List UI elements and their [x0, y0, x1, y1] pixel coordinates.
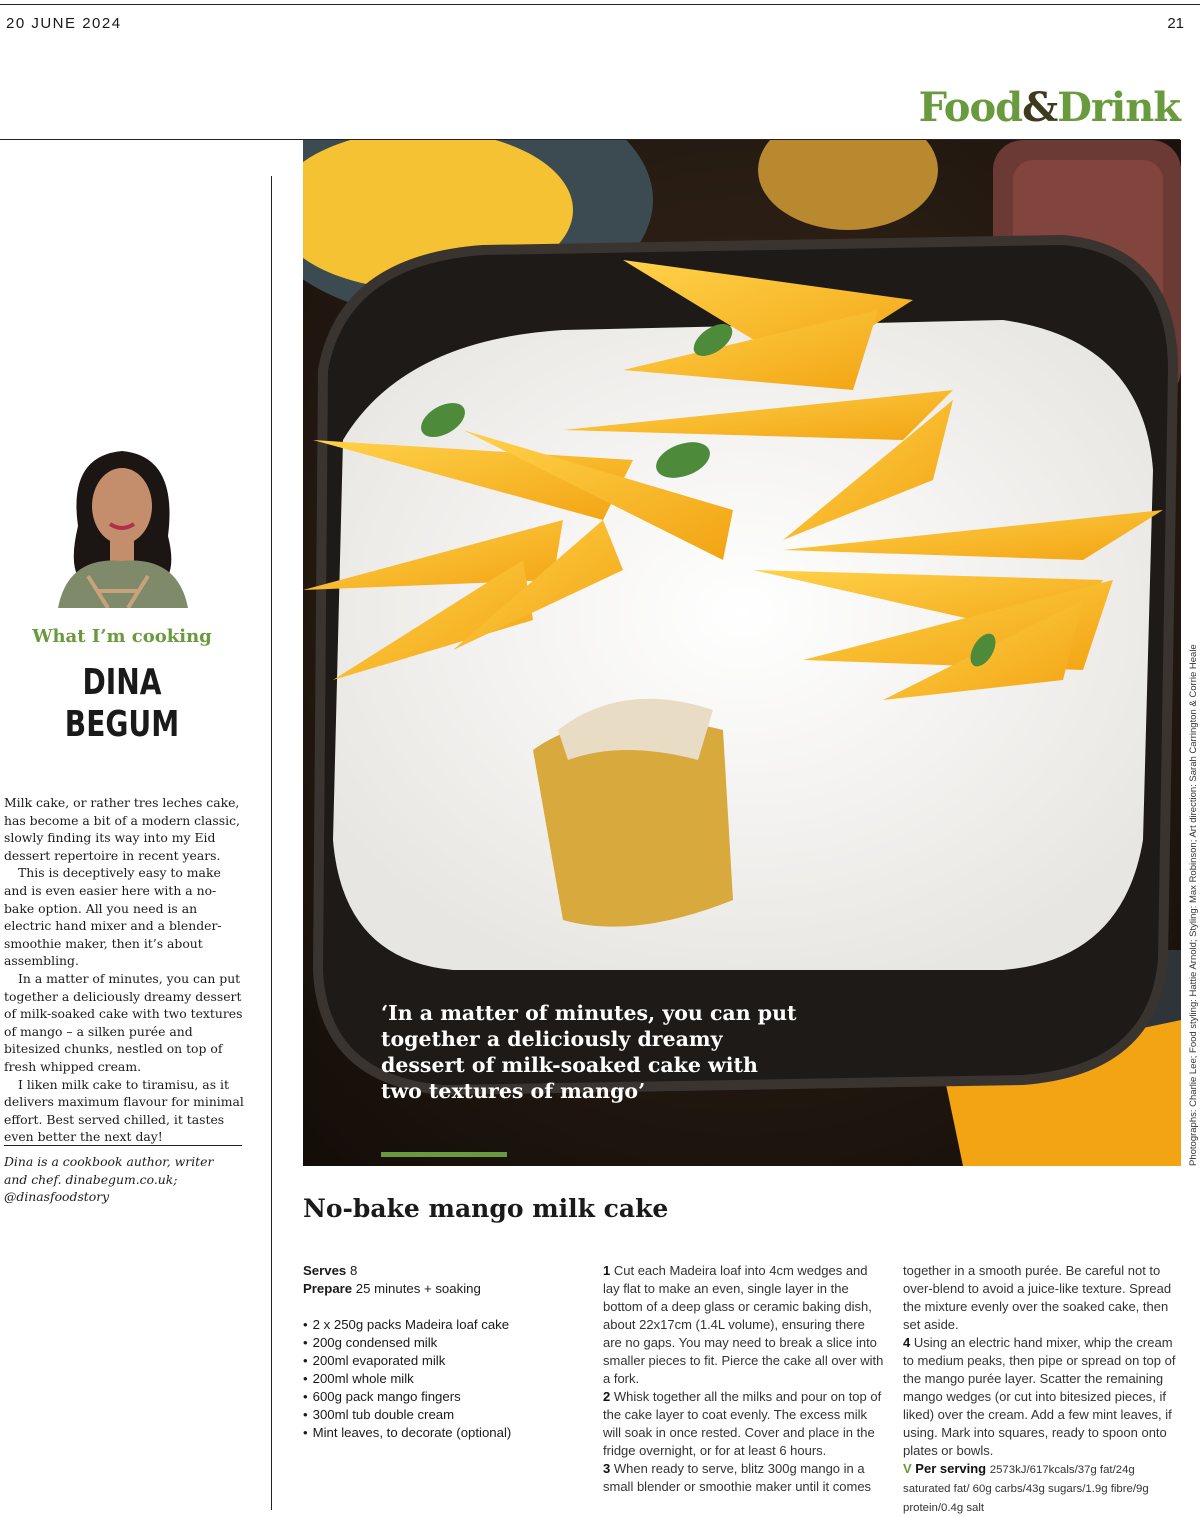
section-title — [919, 84, 1180, 131]
method-column-1 — [603, 1262, 885, 1496]
author-first-name: DINA — [82, 662, 162, 703]
issue-date: 20 JUNE 2024 — [6, 15, 122, 32]
pull-quote: ‘In a matter of minutes, you can put together a deliciously dreamy dessert of milk-soaked cake with two textures of mango’ — [381, 1001, 797, 1103]
method-step — [603, 1388, 885, 1460]
method-step — [903, 1334, 1185, 1460]
intro-paragraph: I liken milk cake to tiramisu, as it delivers maximum flavour for minimal effort. Best served chilled, it tastes even better the next day! — [4, 1076, 244, 1145]
intro-paragraph: This is deceptively easy to make and is even easier here with a no-bake option. All you need is an electric hand mixer and a blender-smoothie maker, then it’s about assembling. — [4, 865, 222, 969]
intro-paragraph: Milk cake, or rather tres leches cake, has become a bit of a modern classic, slowly finding its way into my Eid dessert repertoire in recent years. — [4, 795, 240, 863]
author-portrait-illustration — [28, 426, 216, 608]
ingredient-list — [303, 1316, 511, 1442]
method-step — [603, 1262, 885, 1388]
author-portrait — [28, 426, 216, 608]
serves-value: 8 — [349, 1263, 358, 1278]
step-number: 3 — [603, 1461, 611, 1476]
column-divider — [271, 176, 272, 1510]
column-kicker: What I’m cooking — [32, 626, 212, 647]
recipe-title: No-bake mango milk cake — [303, 1194, 669, 1223]
step-text: Whisk together all the milks and pour on top of the cake layer to coat evenly. The excess milk will soak in once rested. Cover and place in the fridge overnight, or for at least 6 hours. — [603, 1389, 882, 1458]
intro-paragraph: In a matter of minutes, you can put together a deliciously dreamy dessert of milk-soaked cake with two textures of mango – a silken purée and bitesized chunks, nestled on top of fresh whipped cream. — [4, 970, 243, 1074]
vegetarian-badge: V — [903, 1461, 912, 1476]
step-number: 4 — [903, 1335, 911, 1350]
method-step-continued: together in a smooth purée. Be careful not to over-blend to avoid a juice-like texture. Spread the mixture evenly over the soaked cake, then set aside. — [903, 1263, 1172, 1332]
intro-text — [4, 794, 244, 1146]
recipe-meta — [303, 1262, 481, 1298]
ingredient-item: • 300ml tub double cream — [303, 1406, 511, 1424]
header-rule — [0, 4, 1200, 5]
ingredient-item: • 200ml whole milk — [303, 1370, 511, 1388]
author-name — [27, 662, 217, 746]
step-text: Cut each Madeira loaf into 4cm wedges and lay flat to make an even, single layer in the bottom of a deep glass or ceramic baking dish, about 22x17cm (1.4L volume), ensuring there are no gaps. You may need to break a slice into smaller pieces to fit. Pierce the cake all over with a fork. — [603, 1263, 884, 1386]
section-title-food: Food — [918, 84, 1023, 131]
section-title-amp: & — [1022, 84, 1058, 131]
prepare-line — [303, 1280, 481, 1298]
ingredient-item: • 200ml evaporated milk — [303, 1352, 511, 1370]
step-text: Using an electric hand mixer, whip the cream to medium peaks, then pipe or spread on top of the mango purée layer. Scatter the remaining mango wedges (or cut into bitesized pieces, if liked) over the cream. Add a few mint leaves, if using. Mark into squares, ready to spoon onto plates or bowls. — [903, 1335, 1176, 1458]
method-step — [603, 1460, 885, 1496]
step-text: When ready to serve, blitz 300g mango in a small blender or smoothie maker until it comes — [603, 1461, 872, 1494]
author-last-name: BEGUM — [64, 704, 180, 745]
bio-rule — [4, 1145, 242, 1146]
ingredient-item: • Mint leaves, to decorate (optional) — [303, 1424, 511, 1442]
nutrition-label: Per serving — [915, 1461, 987, 1476]
nutrition-values: 2573kJ/617kcals/37g fat/24g saturated fat/ 60g carbs/43g sugars/1.9g fibre/9g protein/0.4g salt — [903, 1464, 1149, 1514]
author-bio: Dina is a cookbook author, writer and chef. dinabegum.co.uk; @dinasfoodstory — [4, 1154, 214, 1205]
section-title-drink: Drink — [1057, 84, 1180, 131]
pull-quote-accent-bar — [381, 1152, 507, 1157]
nutrition-info — [903, 1460, 1185, 1517]
ingredient-item: • 2 x 250g packs Madeira loaf cake — [303, 1316, 511, 1334]
step-number: 1 — [603, 1263, 611, 1278]
page-number: 21 — [1167, 15, 1184, 32]
ingredient-item: • 600g pack mango fingers — [303, 1388, 511, 1406]
photo-credit: Photographs: Charlie Lee; Food styling: Hattie Arnold; Styling: Max Robinson; Art direction: Sarah Carrington & Corrie Heale — [1188, 644, 1199, 1166]
serves-line — [303, 1262, 481, 1280]
prepare-value: 25 minutes + soaking — [355, 1281, 481, 1296]
step-number: 2 — [603, 1389, 611, 1404]
ingredient-item: • 200g condensed milk — [303, 1334, 511, 1352]
serves-label: Serves — [303, 1263, 347, 1278]
prepare-label: Prepare — [303, 1281, 353, 1296]
method-column-2 — [903, 1262, 1185, 1517]
